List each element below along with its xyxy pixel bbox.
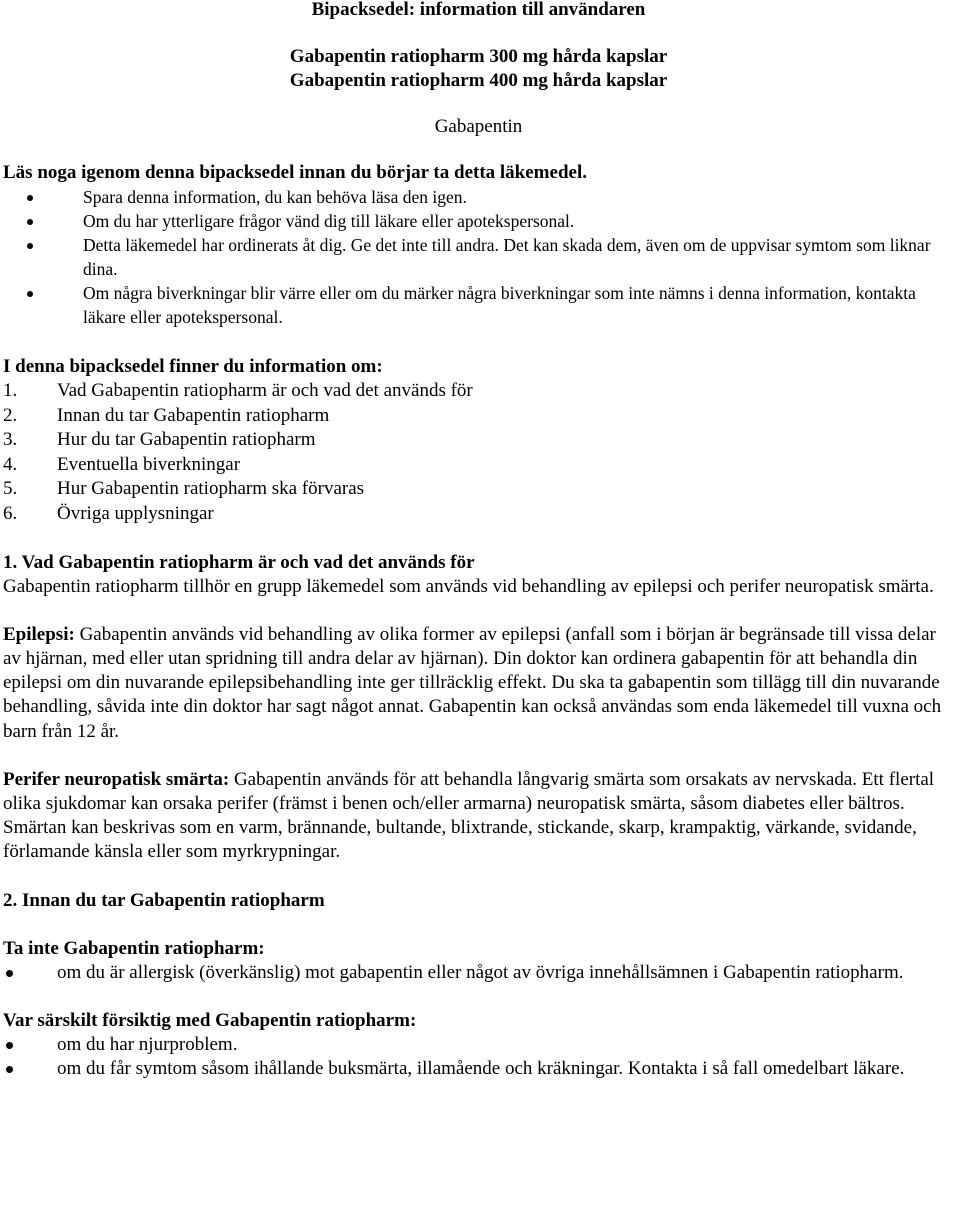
intro-bullet: [3, 209, 954, 233]
bullet-icon: [27, 195, 33, 201]
caution-item: [3, 1033, 954, 1057]
intro-section: [3, 161, 954, 329]
section-1-heading: 1. Vad Gabapentin ratiopharm är och vad det används för: [3, 551, 475, 573]
dont-take-item-text: om du är allergisk (överkänslig) mot gabapentin eller något av övriga innehållsämnen i Gabapentin ratiopharm.: [57, 961, 904, 983]
intro-bullet-text: Detta läkemedel har ordinerats åt dig. Ge det inte till andra. Det kan skada dem, även om de uppvisar symtom som liknar dina.: [83, 235, 931, 279]
dont-take-item: [3, 961, 954, 985]
toc-item: [3, 428, 954, 453]
toc-item: [3, 453, 954, 478]
toc-item: [3, 502, 954, 527]
neuropathic-pain-label: Perifer neuropatisk smärta:: [3, 768, 230, 790]
toc-item-number: 1.: [3, 380, 18, 401]
toc-item-text: Hur du tar Gabapentin ratiopharm: [57, 429, 316, 451]
caution-item: [3, 1057, 954, 1081]
toc-item-text: Övriga upplysningar: [57, 502, 214, 524]
intro-bullet-text: Om du har ytterligare frågor vänd dig till läkare eller apotekspersonal.: [83, 211, 575, 231]
toc-item: [3, 379, 954, 404]
toc-item: [3, 404, 954, 429]
toc-list: [3, 379, 954, 527]
caution-item-text: om du får symtom såsom ihållande buksmärta, illamående och kräkningar. Kontakta i så fall omedelbart läkare.: [57, 1057, 905, 1079]
epilepsy-label: Epilepsi:: [3, 623, 75, 645]
toc-item-text: Vad Gabapentin ratiopharm är och vad det används för: [57, 380, 473, 401]
intro-bullet: [3, 185, 954, 209]
leaflet-title: Bipacksedel: information till användaren: [311, 0, 646, 20]
active-substance: Gabapentin: [434, 116, 523, 137]
bullet-icon: [27, 243, 33, 249]
toc-item-number: 2.: [3, 404, 18, 426]
dont-take-heading: Ta inte Gabapentin ratiopharm:: [3, 937, 265, 959]
neuropathic-pain-text: Gabapentin används för att behandla långvarig smärta som orsakats av nervskada. Ett flertal olika sjukdomar kan orsaka perifer (främst i benen och/eller armarna) neuropatisk smärta, såsom diabetes eller bältros. Smärtan kan beskrivas som en varm, brännande, bultande, blixtrande, stickande, skarp, krampaktig, värkande, svidande, förlamande känsla eller som myrkrypningar.: [3, 768, 935, 863]
epilepsy-paragraph: [3, 623, 954, 744]
toc-item-text: Innan du tar Gabapentin ratiopharm: [57, 404, 330, 426]
product-name-300mg: Gabapentin ratiopharm 300 mg hårda kapslar: [289, 46, 668, 67]
bullet-icon: [27, 291, 33, 297]
toc-item-number: 3.: [3, 429, 18, 451]
section-1-intro: Gabapentin ratiopharm tillhör en grupp läkemedel som används vid behandling av epilepsi och perifer neuropatisk smärta.: [3, 575, 934, 597]
neuropathic-pain-paragraph: [3, 768, 954, 865]
intro-bullet: [3, 233, 954, 281]
section-2-heading: 2. Innan du tar Gabapentin ratiopharm: [3, 889, 325, 911]
bullet-icon: [6, 1042, 13, 1049]
toc-item-text: Hur Gabapentin ratiopharm ska förvaras: [57, 478, 365, 500]
epilepsy-text: Gabapentin används vid behandling av olika former av epilepsi (anfall som i början är begränsade till vissa delar av hjärnan, med eller utan spridning till andra delar av hjärnan). Din doktor kan ordinera gabapentin för att behandla din epilepsi om din nuvarande epilepsibehandling inte ger tillräcklig effekt. Du ska ta gabapentin som tillägg till din nuvarande behandling, såvida inte din doktor har sagt något annat. Gabapentin kan också användas som enda läkemedel till vuxna och barn från 12 år.: [3, 623, 942, 742]
toc-item-number: 4.: [3, 453, 18, 475]
toc-item-number: 6.: [3, 502, 18, 524]
intro-bullet-text: Om några biverkningar blir värre eller om du märker några biverkningar som inte nämns i denna information, kontakta läkare eller apotekspersonal.: [83, 283, 916, 327]
table-of-contents: [3, 355, 954, 527]
caution-item-text: om du har njurproblem.: [57, 1033, 238, 1055]
toc-item-text: Eventuella biverkningar: [57, 453, 241, 475]
intro-bullet-text: Spara denna information, du kan behöva läsa den igen.: [83, 187, 467, 207]
bullet-icon: [27, 219, 33, 225]
toc-item: [3, 477, 954, 502]
toc-item-number: 5.: [3, 478, 18, 500]
intro-lead: Läs noga igenom denna bipacksedel innan du börjar ta detta läkemedel.: [3, 162, 587, 183]
product-name-400mg: Gabapentin ratiopharm 400 mg hårda kapslar: [289, 70, 668, 91]
intro-bullet-list: [3, 185, 954, 329]
toc-title: I denna bipacksedel finner du information om:: [3, 356, 383, 377]
leaflet-header: [3, 0, 954, 139]
intro-bullet: [3, 281, 954, 329]
bullet-icon: [6, 1066, 13, 1073]
caution-list: [3, 1033, 954, 1081]
section-1: [3, 551, 954, 865]
caution-heading: Var särskilt försiktig med Gabapentin ratiopharm:: [3, 1009, 417, 1031]
bullet-icon: [6, 970, 13, 977]
dont-take-list: [3, 961, 954, 985]
section-2: [3, 889, 954, 1081]
